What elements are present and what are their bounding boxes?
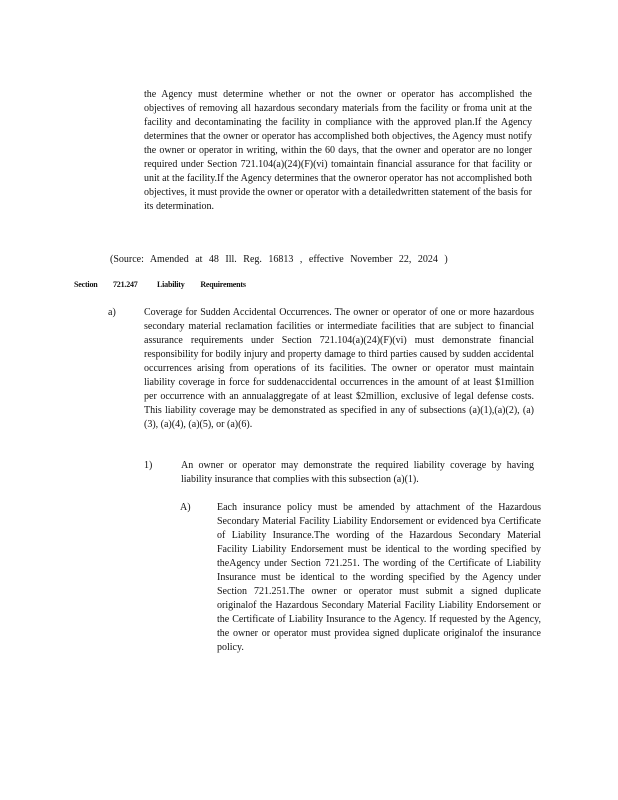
subsection-a-label: a)	[108, 307, 116, 318]
subsection-a1A-label: A)	[180, 502, 191, 513]
section-word: Section	[74, 280, 98, 289]
intro-paragraph: the Agency must determine whether or not the owner or operator has accomplished the objectives of removing all hazardous secondary materials from the facility or froma unit at the facility and decontaminating the facility in compliance with the approved plan.If the Agency determines that the owner or operator has accomplished both objectives, the Agency must notify the owner or operator in writing, within the 60 days, that the owner and operator are no longer required under Section 721.104(a)(24)(F)(vi) tomaintain financial assurance for that facility or unit at the facility.If the Agency determines that the owneror operator has not accomplished both objectives, it must provide the owner or operator with a detailedwritten statement of the basis for its determination.	[144, 89, 532, 212]
section-title: Liability Requirements	[157, 280, 246, 289]
subsection-a1-label: 1)	[144, 460, 153, 471]
section-number: 721.247	[113, 280, 138, 289]
subsection-a1A-text: Each insurance policy must be amended by attachment of the Hazardous Secondary Material Facility Liability Endorsement or evidenced bya Certificate of Liability Insurance.The wording of the Hazardous Secondary Material Facility Liability Endorsement must be identical to the wording specified by theAgency under Section 721.251. The wording of the Certificate of Liability Insurance must be identical to the wording specified by the Agency under Section 721.251.The owner or operator must submit a signed duplicate originalof the Hazardous Secondary Material Facility Liability Endorsement or the Certificate of Liability Insurance to the Agency. If requested by the Agency, the owner or operator must providea signed duplicate originalof the insurance policy.	[217, 502, 541, 653]
subsection-a-text: Coverage for Sudden Accidental Occurrences. The owner or operator of one or more hazardous secondary material reclamation facilities or intermediate facilities that are subject to financial assurance requirements under Section 721.104(a)(24)(F)(vi) must demonstrate financial responsibility for bodily injury and property damage to third parties caused by sudden accidental occurrences arising from operations of its facilities. The owner or operator must maintain liability coverage in force for suddenaccidental occurrences in the amount of at least $1million per occurrence with an annualaggregate of at least $2million, exclusive of legal defense costs. This liability coverage may be demonstrated as specified in any of subsections (a)(1),(a)(2), (a)(3), (a)(4), (a)(5), or (a)(6).	[144, 307, 534, 430]
source-note: (Source: Amended at 48 Ill. Reg. 16813 , effective November 22, 2024 )	[110, 254, 448, 265]
subsection-a1-text: An owner or operator may demonstrate the required liability coverage by having liability insurance that complies with this subsection (a)(1).	[181, 460, 534, 485]
